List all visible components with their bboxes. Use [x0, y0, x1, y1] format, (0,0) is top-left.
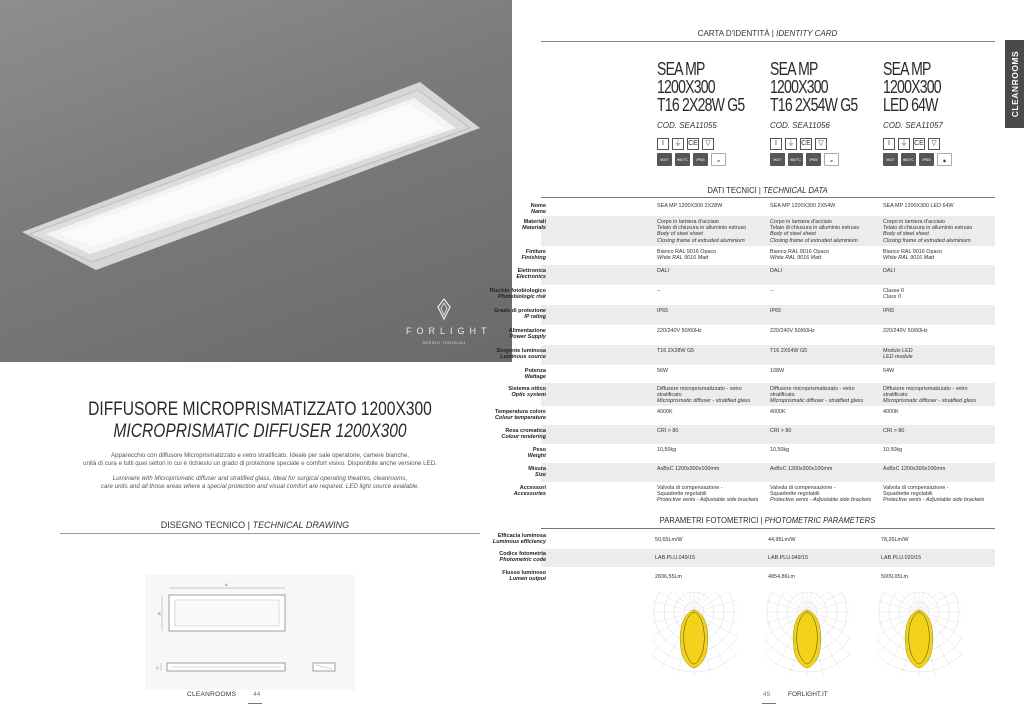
description-italian-line: Apparecchio con diffusore Microprismatizzato e vetro stratificato. Ideale per sale operatorie, camere bianche, [110, 452, 410, 459]
tech-cell-line: Bianco RAL 9016 Opaco [657, 249, 717, 255]
tech-cell [657, 368, 767, 374]
tech-label-it: Finiture [525, 249, 546, 255]
tech-row [522, 216, 995, 246]
dim-label-b: B [158, 611, 161, 616]
ground-icon: ⏚ [672, 138, 684, 150]
tech-label-it: Elettronica [517, 268, 546, 274]
tech-label-en: Colour rendering [501, 434, 546, 441]
section-divider [541, 41, 995, 42]
section-divider [60, 533, 480, 534]
tech-cell-line: Diffusore microprismatizzato - vetro [770, 386, 855, 392]
product-column [657, 60, 767, 166]
tech-cell-line: SEA MP 1200X300 LED 64W [883, 203, 954, 209]
identity-card-heading: CARTA D'IDENTITÀ | IDENTITY CARD [697, 29, 838, 38]
product-title-italian: DIFFUSORE MICROPRISMATIZZATO 1200X300 [88, 399, 432, 420]
tech-cell-line-en: Body of steel sheet [883, 231, 929, 238]
tech-cell [657, 288, 767, 294]
tech-label-it: Nome [530, 203, 546, 209]
product-name-line: SEA MP [657, 59, 705, 79]
tech-cell-line: AxBxC 1200x300x100mm [770, 466, 833, 472]
tech-cell [770, 485, 880, 504]
tech-cell-line: AxBxC 1200x300x100mm [883, 466, 946, 472]
polar-diagram [877, 592, 962, 677]
tech-cell-line: AxBxC 1200x300x100mm [657, 466, 720, 472]
tech-cell-line: Telaio di chiusura in alluminio estruso [657, 225, 747, 232]
tech-cell-line: Squadrette regolabili [657, 491, 707, 498]
polar-diagram-svg [877, 592, 962, 677]
tech-cell-line: 4000K [883, 409, 899, 415]
photometric-row [492, 531, 995, 549]
product-name-line: 1200X300 [883, 77, 941, 97]
tech-cell-line: DALI [770, 268, 782, 274]
ip-rating-badge: IP65 [693, 153, 708, 166]
tech-row-label [426, 386, 546, 398]
tech-cell [657, 328, 767, 334]
photometric-row-label [426, 570, 546, 582]
ik-rating-badge: IK07 [657, 153, 672, 166]
ground-icon: ⏚ [898, 138, 910, 150]
tech-cell-line: IP65 [770, 308, 782, 314]
tech-row [528, 463, 995, 482]
tech-cell [770, 268, 880, 274]
product-name-line: LED 64W [883, 95, 938, 115]
tech-cell-line: Telaio di chiusura in alluminio estruso [770, 225, 860, 232]
description-english [40, 475, 480, 491]
tech-cell-line: Modulo LED [883, 348, 913, 354]
tech-label-en: Optic system [511, 392, 546, 399]
tech-cell-line-en: Protective vents - Adjustable side brackets [883, 497, 985, 504]
description-italian [40, 452, 480, 468]
tech-cell-line-en: Protective vents - Adjustable side brackets [770, 497, 872, 504]
tech-cell-line: -- [657, 288, 661, 294]
description-english-line: care units and all those areas where a special protection and visual comfort are required. LED light source available. [100, 483, 420, 490]
tech-cell-line: stratificato [657, 392, 682, 399]
tech-cell-line-en: Closing frame of extruded aluminium [657, 237, 745, 244]
photometric-label-it: Efficacia luminosa [497, 533, 546, 539]
tech-cell-line: Valvola di compensazione - [883, 485, 949, 491]
ip-rating-badge: IP65 [919, 153, 934, 166]
photometric-cell: 44,95Lm/W [768, 537, 796, 543]
rating-badges [770, 153, 880, 166]
tech-cell [657, 348, 767, 354]
tech-cell [770, 428, 880, 434]
tech-row-label [426, 409, 546, 421]
polar-diagram [765, 592, 850, 677]
tech-row [494, 305, 995, 325]
dim-label-c: C [156, 665, 159, 670]
polar-diagram-svg [765, 592, 850, 677]
photometric-heading-it: PARAMETRI FOTOMETRICI [659, 515, 759, 525]
tech-cell-line-en: Closing frame of extruded aluminium [770, 237, 858, 244]
tech-row-label [426, 328, 546, 340]
photometric-cell: 2836,55Lm [655, 574, 682, 580]
ik-rating-badge: IK07 [770, 153, 785, 166]
technical-drawing-heading: DISEGNO TECNICO | TECHNICAL DRAWING [160, 520, 350, 530]
tech-label-it: Sistema ottico [508, 386, 546, 392]
tech-cell [770, 386, 880, 405]
tech-cell-line-en: Class 0 [883, 294, 901, 301]
tech-cell-line-en: Closing frame of extruded aluminium [883, 237, 971, 244]
tech-cell [657, 409, 767, 415]
certification-symbols [657, 138, 767, 150]
technical-data-heading: DATI TECNICI | TECHNICAL DATA [707, 185, 828, 195]
footer-underline [762, 703, 776, 704]
tech-cell [770, 203, 880, 209]
tech-cell [770, 288, 880, 294]
ce-mark-icon: CE [687, 138, 699, 150]
tech-cell-line: Bianco RAL 9016 Opaco [883, 249, 943, 255]
tech-cell-line: 10,50kg [657, 447, 677, 453]
photometric-heading-en: PHOTOMETRIC PARAMETERS [764, 515, 876, 525]
class-i-icon: I [770, 138, 782, 150]
photometric-cell: LAB.PLU.049/15 [768, 555, 809, 561]
photometric-label-en: Luminous efficiency [492, 539, 546, 546]
tech-row [508, 383, 995, 406]
polar-diagram [652, 592, 737, 677]
tech-cell [883, 328, 993, 334]
tech-cell-line: Valvola di compensazione - [770, 485, 836, 491]
tech-cell [657, 466, 767, 472]
tech-row-label [426, 219, 546, 231]
ce-mark-icon: CE [913, 138, 925, 150]
tech-cell [883, 368, 993, 374]
photometric-cell: LAB.PLU.020/15 [881, 555, 922, 561]
ip-rating-badge: IP65 [806, 153, 821, 166]
logo-tagline: SEEING THROUGH [422, 340, 466, 345]
tech-label-it: Potenza [524, 368, 546, 374]
tech-cell [883, 386, 993, 405]
side-tab-label: CLEANROOMS [1010, 50, 1020, 118]
technical-drawing [145, 575, 355, 690]
tech-label-en: Size [534, 472, 546, 479]
tech-label-en: Power Supply [509, 334, 546, 341]
tech-cell [883, 249, 993, 261]
tech-label-en: Materials [522, 225, 546, 232]
ground-icon: ⏚ [785, 138, 797, 150]
rating-badges [883, 153, 993, 166]
tech-cell-line-en: White RAL 9016 Matt [657, 255, 709, 262]
energy-label-icon: ▰ [824, 153, 839, 166]
tech-cell [883, 409, 993, 415]
photometric-row-label [426, 533, 546, 545]
class-i-icon: I [657, 138, 669, 150]
tech-cell-line: 108W [770, 368, 785, 374]
logo-wordmark: FORLIGHT [406, 326, 492, 336]
tech-label-it: Resa cromatica [505, 428, 546, 434]
section-divider [541, 528, 995, 529]
tech-cell [657, 308, 767, 314]
tech-cell-line: Diffusore microprismatizzato - vetro [883, 386, 968, 392]
tech-cell-line-en: Body of steel sheet [770, 231, 816, 238]
tech-cell [883, 485, 993, 504]
tech-cell-line: IP65 [883, 308, 895, 314]
tech-row-label [426, 268, 546, 280]
tech-label-it: Rischio fotobiologico [489, 288, 546, 294]
tech-cell-line: Classe 0 [883, 288, 904, 294]
tech-label-en: Accessories [513, 491, 546, 498]
tech-cell [657, 203, 767, 209]
tech-cell-line-en: Microprismatic diffuser - stratified glass [883, 398, 977, 405]
tech-label-it: Accessori [519, 485, 546, 491]
tech-cell-line-en: Protective vents - Adjustable side brackets [657, 497, 759, 504]
photometric-cell: LAB.PLU.049/15 [655, 555, 696, 561]
photometric-cell: 4854,86Lm [768, 574, 795, 580]
eye-safety-icon: ◉ [937, 153, 952, 166]
photometric-row [499, 549, 995, 567]
product-code: COD. SEA11056 [770, 121, 830, 130]
tech-cell-line: T16 2X54W G5 [770, 348, 808, 354]
tech-label-en: Electronics [516, 274, 546, 281]
tech-cell-line: -- [770, 288, 774, 294]
tech-cell [883, 428, 993, 434]
tech-row [489, 285, 995, 305]
tech-cell-line: CRI > 80 [883, 428, 905, 434]
tech-cell-line: Squadrette regolabili [883, 491, 933, 498]
description-english-line: Luminaire with Microprismatic diffuser and stratified glass. Ideal for surgical operating theatres, cleanrooms, [112, 475, 408, 482]
tech-label-it: Peso [532, 447, 546, 453]
f-mark-icon: ▽ [702, 138, 714, 150]
tech-row [496, 345, 995, 365]
tech-cell-line-en: Microprismatic diffuser - stratified glass [657, 398, 751, 405]
certification-symbols [883, 138, 993, 150]
tech-cell [657, 447, 767, 453]
photometric-row-label [426, 551, 546, 563]
tech-cell-line-en: White RAL 9016 Matt [883, 255, 935, 262]
product-name-line: T16 2X28W G5 [657, 95, 745, 115]
tech-label-it: Temperatura colore [495, 409, 546, 415]
tech-cell-line-en: White RAL 9016 Matt [770, 255, 822, 262]
product-title-english: MICROPRISMATIC DIFFUSER 1200X300 [113, 421, 407, 442]
tech-row-label [426, 447, 546, 459]
tech-cell-line: DALI [883, 268, 895, 274]
dim-label-a: A [225, 582, 228, 587]
footer-underline [248, 703, 262, 704]
technical-data-heading-it: DATI TECNICI [707, 185, 757, 195]
tech-cell [770, 368, 880, 374]
tech-cell-line: Corpo in lamiera d'acciaio [657, 219, 719, 225]
page-number: 44 [253, 691, 261, 698]
ik-rating-badge: IK07 [883, 153, 898, 166]
tech-cell-line: CRI > 80 [657, 428, 679, 434]
photometric-cell: 50,65Lm/W [655, 537, 683, 543]
tech-cell-line: Bianco RAL 9016 Opaco [770, 249, 830, 255]
tech-cell-line: Valvola di compensazione - [657, 485, 723, 491]
tech-cell [770, 308, 880, 314]
tech-cell-line: 64W [883, 368, 895, 374]
photometric-heading: PARAMETRI FOTOMETRICI | PHOTOMETRIC PARAMETERS [659, 515, 876, 525]
tech-cell [770, 219, 880, 244]
product-name-line: SEA MP [770, 59, 818, 79]
tech-cell-line: DALI [657, 268, 669, 274]
tech-cell-line: T16 2X28W G5 [657, 348, 695, 354]
tech-row [513, 482, 995, 510]
tech-row-label [426, 466, 546, 478]
side-tab-cleanrooms [1005, 40, 1024, 128]
tech-cell-line: 10,50kg [770, 447, 790, 453]
tech-cell [770, 466, 880, 472]
tech-cell [883, 447, 993, 453]
product-code: COD. SEA11057 [883, 121, 943, 130]
product-name-line: T16 2X54W G5 [770, 95, 858, 115]
tech-cell [657, 249, 767, 261]
tech-row [521, 246, 995, 265]
photometric-label-en: Lumen output [509, 576, 546, 583]
tech-cell [657, 386, 767, 405]
technical-drawing-heading-it: DISEGNO TECNICO [160, 520, 246, 530]
section-divider [541, 197, 995, 198]
tech-cell [883, 219, 993, 244]
tech-cell [883, 348, 993, 360]
tech-cell [883, 203, 993, 209]
photometric-label-it: Flusso luminoso [502, 570, 546, 576]
tech-label-en: Weight [527, 453, 546, 460]
tech-cell [770, 328, 880, 334]
page-number: 45 [763, 691, 771, 698]
footer-website: FORLIGHT.IT [788, 691, 828, 698]
tech-cell-line: stratificato [770, 392, 795, 399]
rating-badges [657, 153, 767, 166]
tech-cell-line: Corpo in lamiera d'acciaio [770, 219, 832, 225]
tech-cell-line: 4000K [657, 409, 673, 415]
product-name-line: 1200X300 [770, 77, 828, 97]
tech-row [501, 425, 995, 444]
tech-row-label [426, 485, 546, 497]
tech-cell-line: Diffusore microprismatizzato - vetro [657, 386, 742, 392]
glow-wire-badge: 960°C [675, 153, 690, 166]
footer-section-label: CLEANROOMS [187, 691, 237, 698]
tech-cell-line: SEA MP 1200X300 2X54W [770, 203, 836, 209]
tech-row [527, 444, 995, 463]
product-column [883, 60, 993, 166]
tech-row [530, 200, 995, 216]
certification-symbols [770, 138, 880, 150]
tech-label-en: Luminous source [500, 354, 546, 361]
f-mark-icon: ▽ [815, 138, 827, 150]
tech-label-it: Sorgente luminosa [496, 348, 546, 354]
tech-cell [657, 428, 767, 434]
tech-cell-line-en: LED module [883, 354, 913, 361]
tech-cell-line: stratificato [883, 392, 908, 399]
tech-cell [883, 308, 993, 314]
tech-row-label [426, 288, 546, 300]
tech-cell-line: SEA MP 1200X300 2X28W [657, 203, 723, 209]
identity-card-heading-en: IDENTITY CARD [776, 29, 838, 38]
product-column [770, 60, 880, 166]
product-name-line: SEA MP [883, 59, 931, 79]
photometric-cell: 78,26Lm/W [881, 537, 909, 543]
product-code: COD. SEA11055 [657, 121, 717, 130]
tech-label-it: Alimentazione [508, 328, 546, 334]
f-mark-icon: ▽ [928, 138, 940, 150]
tech-cell-line: 220/240V 50/60Hz [883, 328, 928, 334]
tech-label-it: Misura [528, 466, 546, 472]
tech-cell [883, 466, 993, 472]
tech-label-en: Wattage [524, 374, 546, 381]
technical-data-heading-en: TECHNICAL DATA [763, 185, 828, 195]
tech-row [516, 265, 995, 285]
technical-drawing-heading-en: TECHNICAL DRAWING [252, 520, 350, 530]
tech-row [524, 365, 995, 383]
photometric-label-en: Photometric code [499, 557, 546, 564]
tech-row-label [426, 428, 546, 440]
tech-label-it: Grado di protezione [494, 308, 546, 314]
photometric-cell: 5009,05Lm [881, 574, 908, 580]
tech-row-label [426, 368, 546, 380]
identity-card-heading-it: CARTA D'IDENTITÀ [697, 29, 770, 38]
tech-cell-line: Squadrette regolabili [770, 491, 820, 498]
tech-cell-line: Telaio di chiusura in alluminio estruso [883, 225, 973, 232]
tech-label-en: Name [531, 209, 546, 216]
tech-row-label [426, 308, 546, 320]
polar-diagram-svg [652, 592, 737, 677]
tech-row [494, 406, 995, 425]
tech-cell-line: IP65 [657, 308, 669, 314]
tech-cell-line: 4000K [770, 409, 786, 415]
energy-label-icon: ▰ [711, 153, 726, 166]
tech-label-en: Finishing [521, 255, 546, 262]
photometric-row [502, 568, 995, 586]
tech-cell [657, 219, 767, 244]
tech-row-label [426, 203, 546, 215]
tech-cell [883, 268, 993, 274]
ce-mark-icon: CE [800, 138, 812, 150]
tech-cell [770, 249, 880, 261]
tech-cell-line-en: Microprismatic diffuser - stratified glass [770, 398, 864, 405]
tech-row-label [426, 348, 546, 360]
tech-row [508, 325, 995, 345]
tech-cell [883, 288, 993, 300]
tech-cell-line: 220/240V 50/60Hz [770, 328, 815, 334]
glow-wire-badge: 960°C [901, 153, 916, 166]
class-i-icon: I [883, 138, 895, 150]
description-italian-line: unità di cura e tutti quei settori in cui è richiesto un grado di protezione speciale e comfort visivo. Disponibile anche versione LED. [83, 460, 437, 467]
product-name-line: 1200X300 [657, 77, 715, 97]
tech-label-en: Colour temperature [494, 415, 546, 422]
glow-wire-badge: 960°C [788, 153, 803, 166]
tech-cell [770, 348, 880, 354]
tech-cell [657, 485, 767, 504]
tech-cell-line: Corpo in lamiera d'acciaio [883, 219, 945, 225]
tech-cell [770, 447, 880, 453]
tech-cell-line-en: Body of steel sheet [657, 231, 703, 238]
tech-cell-line: 10,50kg [883, 447, 903, 453]
tech-label-en: Photobiologic risk [498, 294, 546, 301]
tech-cell-line: 56W [657, 368, 669, 374]
tech-cell-line: 220/240V 50/60Hz [657, 328, 702, 334]
tech-row-label [426, 249, 546, 261]
tech-label-en: IP rating [524, 314, 546, 321]
tech-cell [657, 268, 767, 274]
tech-cell [770, 409, 880, 415]
tech-label-it: Materiali [523, 219, 546, 225]
tech-cell-line: CRI > 80 [770, 428, 792, 434]
photometric-label-it: Codice fotometria [499, 551, 546, 557]
